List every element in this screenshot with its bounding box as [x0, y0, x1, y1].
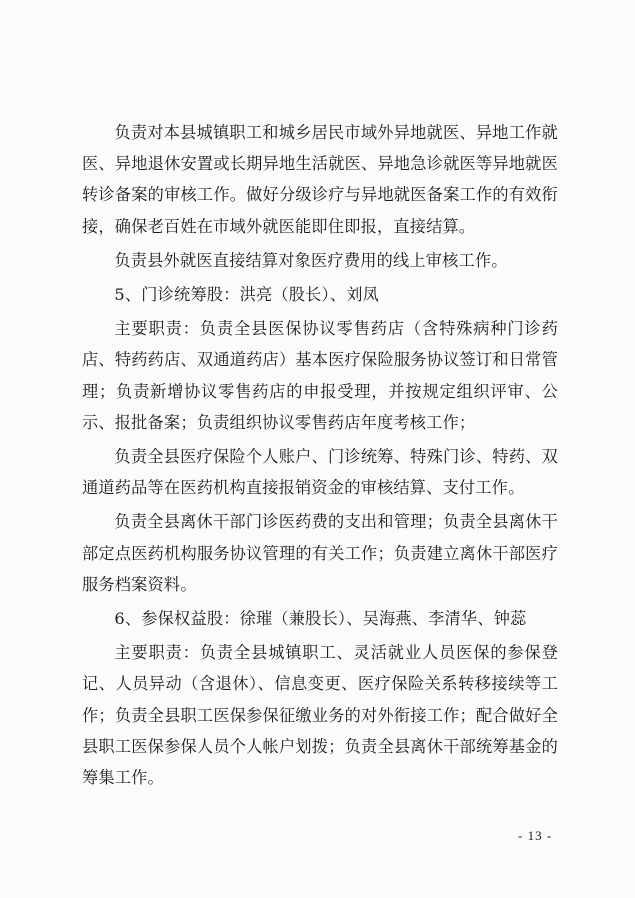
para-retired-cadres: 负责全县离休干部门诊医药费的支出和管理；负责全县离休干部定点医药机构服务协议管理的有关工作；负责建立离休干部医疗服务档案资料。 — [82, 512, 558, 594]
para-insurance-rights-duties: 主要职责：负责全县城镇职工、灵活就业人员医保的参保登记、人员异动（含退休）、信息变更、医疗保险关系转移接续等工作；负责全县职工医保参保征缴业务的对外衔接工作；配合做好全县职工医保参保人员个人帐户划拨；负责全县离休干部统筹基金的筹集工作。 — [82, 643, 558, 788]
para-outpatient-duties: 主要职责：负责全县医保协议零售药店（含特殊病种门诊药店、特药药店、双通道药店）基本医疗保险服务协议签订和日常管理；负责新增协议零售药店的申报受理，并按规定组织评审、公示、报批备案；负责组织协议零售药店年度考核工作； — [82, 319, 558, 432]
para-personal-account: 负责全县医疗保险个人账户、门诊统筹、特殊门诊、特药、双通道药品等在医药机构直接报销资金的审核结算、支付工作。 — [82, 447, 558, 498]
page-number: - 13 - — [518, 828, 553, 843]
para-remote-medical-filing: 负责对本县城镇职工和城乡居民市域外异地就医、异地工作就医、异地退休安置或长期异地生活就医、异地急诊就医等异地就医转诊备案的审核工作。做好分级诊疗与异地就医备案工作的有效衔接，确保老百姓在市域外就医能即住即报，直接结算。 — [82, 123, 558, 236]
heading-outpatient-section: 5、门诊统筹股：洪亮（股长）、刘凤 — [114, 285, 379, 305]
heading-insurance-rights-section: 6、参保权益股：徐璀（兼股长）、吴海燕、李清华、钟蕊 — [114, 609, 527, 629]
document-body — [82, 117, 558, 796]
para-online-review: 负责县外就医直接结算对象医疗费用的线上审核工作。 — [114, 250, 508, 270]
